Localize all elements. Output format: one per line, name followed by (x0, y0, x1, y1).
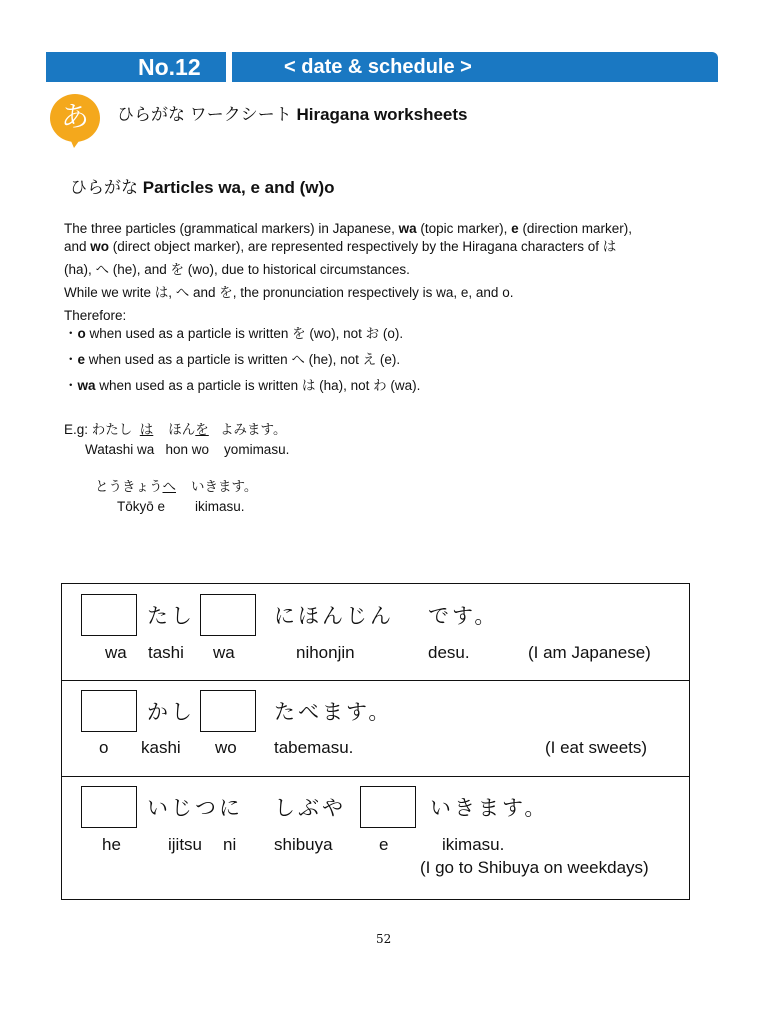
example-word: わたし (91, 422, 133, 437)
intro-line-2 (64, 239, 616, 255)
subtitle-jp: ひらがな ワークシート (117, 105, 292, 124)
intro-line-4: While we write は, へ and を, the pronunciation respectively is wa, e, and o. (64, 285, 514, 300)
section-title-en: Particles wa, e and (w)o (142, 178, 335, 197)
answer-box[interactable] (81, 786, 137, 828)
romaji: wa (213, 643, 235, 662)
romaji: tashi (148, 643, 184, 662)
lesson-number: No.12 (46, 52, 226, 82)
romaji: wa (105, 643, 127, 662)
example-1-romaji: Watashi wa hon wo yomimasu. (85, 442, 290, 457)
bullet-key: o (77, 326, 86, 341)
romaji: nihonjin (296, 643, 355, 662)
jp-text: いじつに (147, 797, 243, 820)
answer-box[interactable] (81, 594, 137, 636)
text: and (64, 239, 91, 254)
translation: (I eat sweets) (545, 738, 648, 757)
romaji: wo (215, 738, 237, 757)
underlined-particle: は (139, 422, 154, 437)
exercise-table (61, 583, 690, 900)
text: (direct object marker), are represented respectively by the Hiragana characters of は (109, 239, 617, 254)
romaji: ijitsu (168, 835, 203, 854)
answer-box[interactable] (360, 786, 416, 828)
text: The three particles (grammatical markers) in Japanese, (64, 221, 399, 236)
jp-text: たし (147, 605, 195, 628)
bullet-text: when used as a particle is written へ (he), not え (e). (85, 352, 401, 367)
romaji: kashi (141, 738, 181, 757)
jp-text: です。 (428, 605, 499, 628)
romaji: e (379, 835, 389, 854)
bullet-key: wa (77, 378, 96, 393)
section-title-jp: ひらがな (70, 178, 138, 197)
intro-line-5: Therefore: (64, 308, 127, 323)
hiragana-badge-icon: あ (50, 94, 100, 142)
bullet-dot: ・ (64, 326, 78, 341)
example-1-jp (64, 418, 286, 438)
romaji: o (99, 738, 109, 757)
bullet-dot: ・ (64, 378, 78, 393)
bullet-o (64, 326, 403, 342)
bullet-key: e (77, 352, 86, 367)
exercise-row-2 (62, 681, 689, 777)
example-word: よみます。 (220, 422, 287, 437)
badge-tail (68, 134, 84, 148)
bullet-wa (64, 378, 420, 394)
exercise-row-1 (62, 584, 689, 681)
lesson-topic: < date & schedule > (232, 52, 718, 82)
page-number: 52 (376, 932, 392, 946)
example-word: いきます。 (191, 479, 258, 494)
jp-text: かし (147, 701, 195, 724)
answer-box[interactable] (200, 594, 256, 636)
bullet-e (64, 352, 400, 368)
bullet-text: when used as a particle is written は (ha), not わ (wa). (95, 378, 421, 393)
example-word: ほん (168, 422, 196, 437)
section-title (70, 173, 335, 198)
jp-text: しぶや (274, 797, 346, 820)
text: (topic marker), (416, 221, 512, 236)
answer-box[interactable] (81, 690, 137, 732)
jp-text: いきます。 (430, 797, 549, 820)
jp-text: にほんじん (274, 605, 394, 628)
example-label: E.g: (64, 422, 92, 437)
example-word: とうきょう (95, 479, 163, 494)
translation: (I am Japanese) (528, 643, 651, 662)
subtitle-en: Hiragana worksheets (296, 105, 468, 124)
worksheet-subtitle (117, 100, 467, 125)
underlined-particle: を (195, 422, 209, 437)
bold-e: e (511, 221, 519, 236)
romaji: desu. (428, 643, 470, 662)
jp-text: たべます。 (274, 701, 393, 724)
underlined-particle: へ (162, 479, 176, 494)
answer-box[interactable] (200, 690, 256, 732)
romaji: he (102, 835, 121, 854)
intro-line-1 (64, 221, 632, 237)
bullet-dot: ・ (64, 352, 78, 367)
bullet-text: when used as a particle is written を (wo), not お (o). (85, 326, 404, 341)
intro-line-3: (ha), へ (he), and を (wo), due to historical circumstances. (64, 262, 410, 277)
romaji: shibuya (274, 835, 333, 854)
romaji: ni (223, 835, 237, 854)
bold-wo: wo (90, 239, 110, 254)
bold-wa: wa (398, 221, 417, 236)
example-2-jp (95, 475, 257, 495)
romaji: ikimasu. (442, 835, 505, 854)
text: (direction marker), (518, 221, 632, 236)
example-2-romaji: Tōkyō e ikimasu. (117, 499, 245, 514)
exercise-row-3 (62, 777, 689, 899)
romaji: tabemasu. (274, 738, 354, 757)
translation: (I go to Shibuya on weekdays) (420, 858, 649, 877)
